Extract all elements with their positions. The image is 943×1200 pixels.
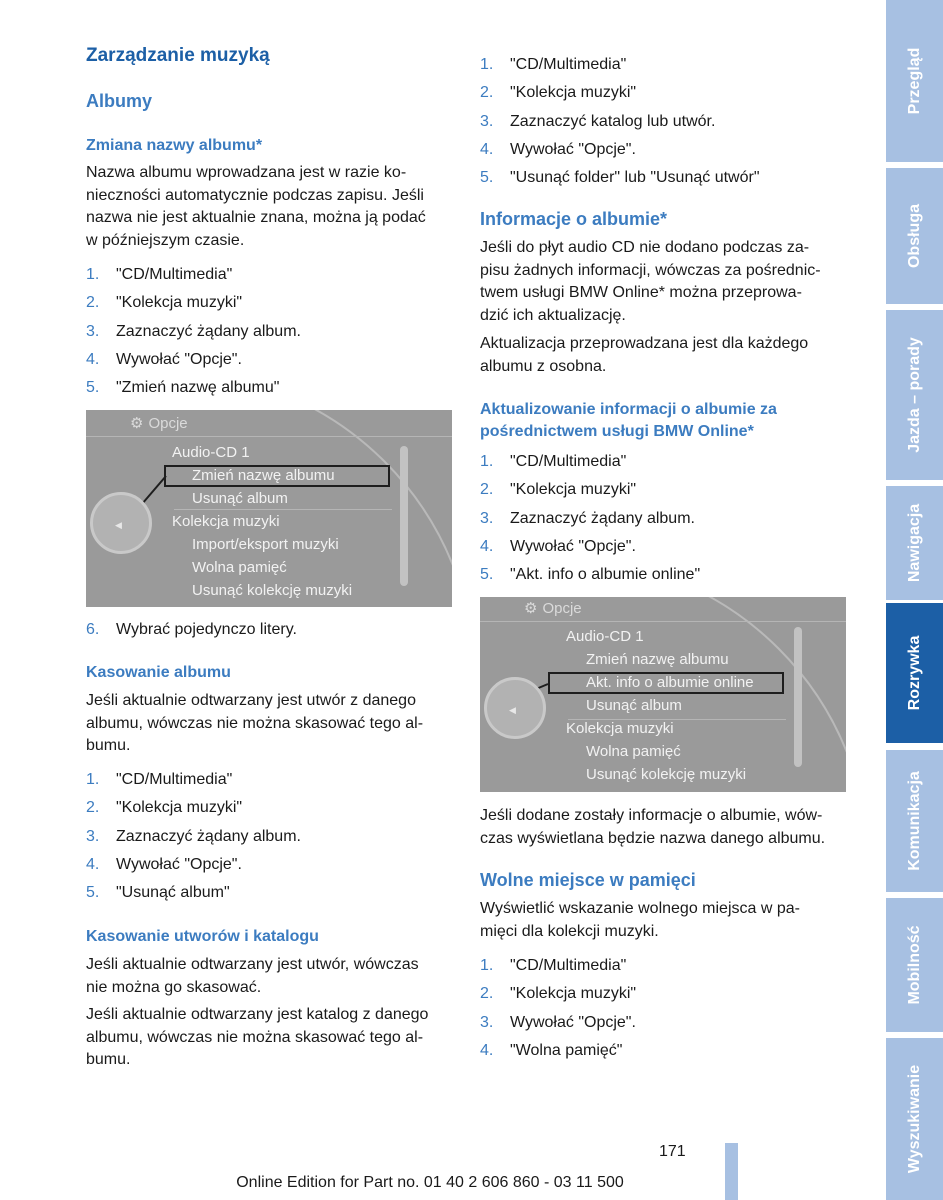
text-line: Jeśli aktualnie odtwarzany jest katalog z danego: [86, 1006, 429, 1023]
text-line: Nazwa albumu wprowadzana jest w razie ko-: [86, 164, 407, 181]
step-number: 2.: [480, 84, 494, 102]
gear-icon: ⚙: [524, 600, 538, 617]
step-number: 6.: [86, 621, 100, 638]
idrive-screen-rename: [86, 410, 452, 607]
heading-update-online: [480, 399, 852, 443]
text-line: nie można go skasować.: [86, 978, 262, 996]
step-text: Wywołać "Opcje".: [510, 140, 636, 158]
options-title: [130, 414, 188, 432]
text-line: nazwa nie jest aktualnie znana, można ją podać: [86, 209, 426, 226]
list-item: [480, 167, 852, 195]
step-text: "Kolekcja muzyki": [116, 294, 243, 312]
list-item: [86, 826, 454, 854]
list-item: [86, 619, 454, 647]
step-text: "Usunąć folder" lub "Usunąć utwór": [510, 169, 760, 187]
step-text: Wywołać "Opcje".: [116, 350, 242, 368]
text-line: mięci dla kolekcji muzyki.: [480, 922, 659, 940]
list-item: [86, 797, 454, 825]
tab-label: Mobilność: [905, 925, 923, 1005]
step-number: 1.: [86, 771, 100, 788]
list-item: [86, 349, 454, 377]
paragraph-album-info-2: [480, 333, 852, 378]
section-title: Zarządzanie muzyką: [86, 45, 270, 66]
step-text: "Akt. info o albumie online": [510, 566, 701, 584]
step-number: 3.: [86, 322, 100, 340]
steps-delete-tracks: [480, 54, 852, 195]
list-item: [480, 54, 852, 82]
step-text: "CD/Multimedia": [510, 56, 627, 73]
step-number: 1.: [480, 957, 494, 974]
paragraph-rename-album: [86, 162, 454, 252]
text-line: albumu, wówczas nie można skasować tego al-: [86, 1028, 424, 1046]
step-text: "CD/Multimedia": [510, 453, 627, 470]
scrollbar: [400, 446, 408, 586]
step-number: 5.: [86, 379, 100, 397]
step-number: 3.: [86, 827, 100, 845]
divider: [174, 509, 392, 510]
menu-item: Audio-CD 1: [566, 628, 644, 645]
step-text: Zaznaczyć żądany album.: [116, 827, 301, 845]
step-number: 2.: [86, 294, 100, 312]
paragraph-delete-tracks-2: [86, 1004, 454, 1072]
list-item: [86, 377, 454, 405]
menu-item: Wolna pamięć: [586, 743, 681, 760]
tab-rozrywka[interactable]: [886, 603, 943, 743]
step-number: 5.: [86, 884, 100, 902]
list-item: [480, 536, 852, 564]
step-number: 5.: [480, 566, 494, 584]
text-line: nieczności automatycznie podczas zapisu. Jeśli: [86, 186, 424, 204]
step-number: 4.: [86, 855, 100, 873]
step-number: 4.: [480, 1041, 494, 1059]
options-title-text: Opcje: [542, 600, 582, 617]
steps-free-space: [480, 955, 852, 1068]
step-number: 1.: [86, 266, 100, 283]
steps-update-online: [480, 451, 852, 592]
text-line: czas wyświetlana będzie nazwa danego albumu.: [480, 829, 826, 847]
list-item: [480, 451, 852, 479]
steps-rename-album: [86, 264, 454, 405]
step-text: Zaznaczyć żądany album.: [116, 322, 301, 340]
scrollbar: [794, 627, 802, 767]
list-item: [480, 955, 852, 983]
step-number: 2.: [480, 985, 494, 1003]
text-line: dzić ich aktualizację.: [480, 306, 626, 324]
list-item: [480, 82, 852, 110]
menu-item: Audio-CD 1: [172, 444, 250, 461]
paragraph-free-space: [480, 898, 852, 943]
step-number: 2.: [480, 481, 494, 499]
paragraph-delete-album: [86, 690, 454, 758]
paragraph-album-info-1: [480, 237, 852, 327]
list-item: [86, 264, 454, 292]
controller-knob: [484, 677, 546, 739]
options-title: [524, 599, 582, 617]
step-number: 3.: [480, 509, 494, 527]
step-text: Zaznaczyć katalog lub utwór.: [510, 112, 716, 130]
text-line: Jeśli aktualnie odtwarzany jest utwór z danego: [86, 692, 416, 709]
left-arrow-icon: ◀: [509, 705, 516, 715]
tab-label: Jazda – porady: [905, 337, 923, 453]
list-item: [480, 111, 852, 139]
text-line: Jeśli do płyt audio CD nie dodano podczas za-: [480, 239, 810, 256]
list-item: [480, 139, 852, 167]
tab-obsluga[interactable]: [886, 168, 943, 304]
step-text: Wywołać "Opcje".: [116, 855, 242, 873]
step-number: 4.: [480, 537, 494, 555]
step-number: 3.: [480, 1013, 494, 1031]
controller-knob: [90, 492, 152, 554]
menu-item: Usunąć kolekcję muzyki: [586, 766, 747, 783]
paragraph-delete-tracks-1: [86, 954, 454, 999]
step-text: "Kolekcja muzyki": [510, 985, 637, 1003]
menu-item-selected: Zmień nazwę albumu: [192, 467, 335, 484]
step-number: 1.: [480, 56, 494, 73]
list-item: [480, 1040, 852, 1068]
tab-label: Rozrywka: [905, 635, 923, 711]
text-line: Aktualizacja przeprowadzana jest dla każdego: [480, 335, 809, 352]
menu-item: Import/eksport muzyki: [192, 536, 339, 553]
step-text: Wywołać "Opcje".: [510, 537, 636, 555]
menu-item: Kolekcja muzyki: [172, 513, 280, 530]
subsection-title-free-space: Wolne miejsce w pamięci: [480, 870, 696, 890]
text-line: Jeśli aktualnie odtwarzany jest utwór, wówczas: [86, 956, 419, 973]
tab-label: Nawigacja: [905, 503, 923, 583]
list-item: [86, 321, 454, 349]
step-number: 2.: [86, 799, 100, 817]
text-line: w późniejszym czasie.: [86, 231, 245, 249]
steps-delete-album: [86, 769, 454, 910]
text-line: pisu żadnych informacji, wówczas za pośrednic-: [480, 261, 821, 279]
tab-label: Obsługa: [905, 203, 923, 269]
text-line: bumu.: [86, 737, 131, 754]
heading-line: Aktualizowanie informacji o albumie za: [480, 401, 777, 418]
menu-item: Zmień nazwę albumu: [586, 651, 729, 668]
list-item: [86, 882, 454, 910]
step-text: "Usunąć album": [116, 884, 230, 902]
step-number: 4.: [86, 350, 100, 368]
list-item: [480, 564, 852, 592]
tab-label: Komunikacja: [905, 771, 923, 871]
step-text: Zaznaczyć żądany album.: [510, 509, 695, 527]
list-item: [86, 292, 454, 320]
text-line: Jeśli dodane zostały informacje o albumie, wów-: [480, 807, 823, 824]
tab-mobilnosc[interactable]: [886, 898, 943, 1032]
footer-edition-note: Online Edition for Part no. 01 40 2 606 860 - 03 11 500: [236, 1174, 624, 1191]
text-line: albumu, wówczas nie można skasować tego al-: [86, 714, 424, 732]
tab-wyszukiwanie[interactable]: [886, 1038, 943, 1200]
step-number: 5.: [480, 169, 494, 187]
menu-item: Usunąć album: [192, 490, 288, 507]
step-text: "CD/Multimedia": [116, 771, 233, 788]
heading-delete-album: Kasowanie albumu: [86, 664, 231, 681]
text-line: Wyświetlić wskazanie wolnego miejsca w pa-: [480, 900, 800, 917]
list-item: [86, 769, 454, 797]
step-text: "Wolna pamięć": [510, 1041, 623, 1059]
divider: [480, 621, 846, 622]
text-line: twem usługi BMW Online* można przeprowa-: [480, 284, 802, 301]
gear-icon: ⚙: [130, 415, 144, 432]
menu-item-selected: Akt. info o albumie online: [586, 674, 754, 691]
step-text: "Kolekcja muzyki": [510, 84, 637, 102]
list-item: [480, 479, 852, 507]
step-text: "Zmień nazwę albumu": [116, 379, 280, 397]
step-text: "CD/Multimedia": [510, 957, 627, 974]
list-item: [480, 508, 852, 536]
menu-item: Usunąć album: [586, 697, 682, 714]
menu-item: Kolekcja muzyki: [566, 720, 674, 737]
heading-line: pośrednictwem usługi BMW Online*: [480, 423, 754, 440]
text-line: albumu z osobna.: [480, 357, 607, 375]
tab-label: Wyszukiwanie: [905, 1064, 923, 1174]
paragraph-after-screen: [480, 805, 852, 850]
step-text: Wybrać pojedynczo litery.: [116, 621, 297, 638]
text-line: bumu.: [86, 1051, 131, 1068]
divider: [86, 436, 452, 437]
step-number: 4.: [480, 140, 494, 158]
list-item: [86, 854, 454, 882]
heading-delete-tracks: Kasowanie utworów i katalogu: [86, 928, 319, 945]
page-number: 171: [659, 1143, 686, 1160]
steps-rename-album-cont: [86, 619, 454, 647]
tab-komunikacja[interactable]: [886, 750, 943, 892]
tab-label: Przegląd: [905, 47, 923, 115]
tab-przeglad[interactable]: [886, 0, 943, 162]
step-text: "Kolekcja muzyki": [116, 799, 243, 817]
idrive-screen-update: [480, 597, 846, 792]
step-number: 1.: [480, 453, 494, 470]
subsection-title-albumy: Albumy: [86, 91, 153, 111]
list-item: [480, 983, 852, 1011]
step-text: Wywołać "Opcje".: [510, 1013, 636, 1031]
tab-nawigacja[interactable]: [886, 486, 943, 600]
step-text: "CD/Multimedia": [116, 266, 233, 283]
menu-item: Usunąć kolekcję muzyki: [192, 582, 353, 599]
list-item: [480, 1012, 852, 1040]
menu-item: Wolna pamięć: [192, 559, 287, 576]
tab-jazda-porady[interactable]: [886, 310, 943, 480]
options-title-text: Opcje: [148, 415, 188, 432]
left-arrow-icon: ◀: [115, 520, 122, 530]
step-text: "Kolekcja muzyki": [510, 481, 637, 499]
subsection-title-album-info: Informacje o albumie*: [480, 209, 668, 229]
step-number: 3.: [480, 112, 494, 130]
heading-rename-album: Zmiana nazwy albumu*: [86, 137, 263, 154]
